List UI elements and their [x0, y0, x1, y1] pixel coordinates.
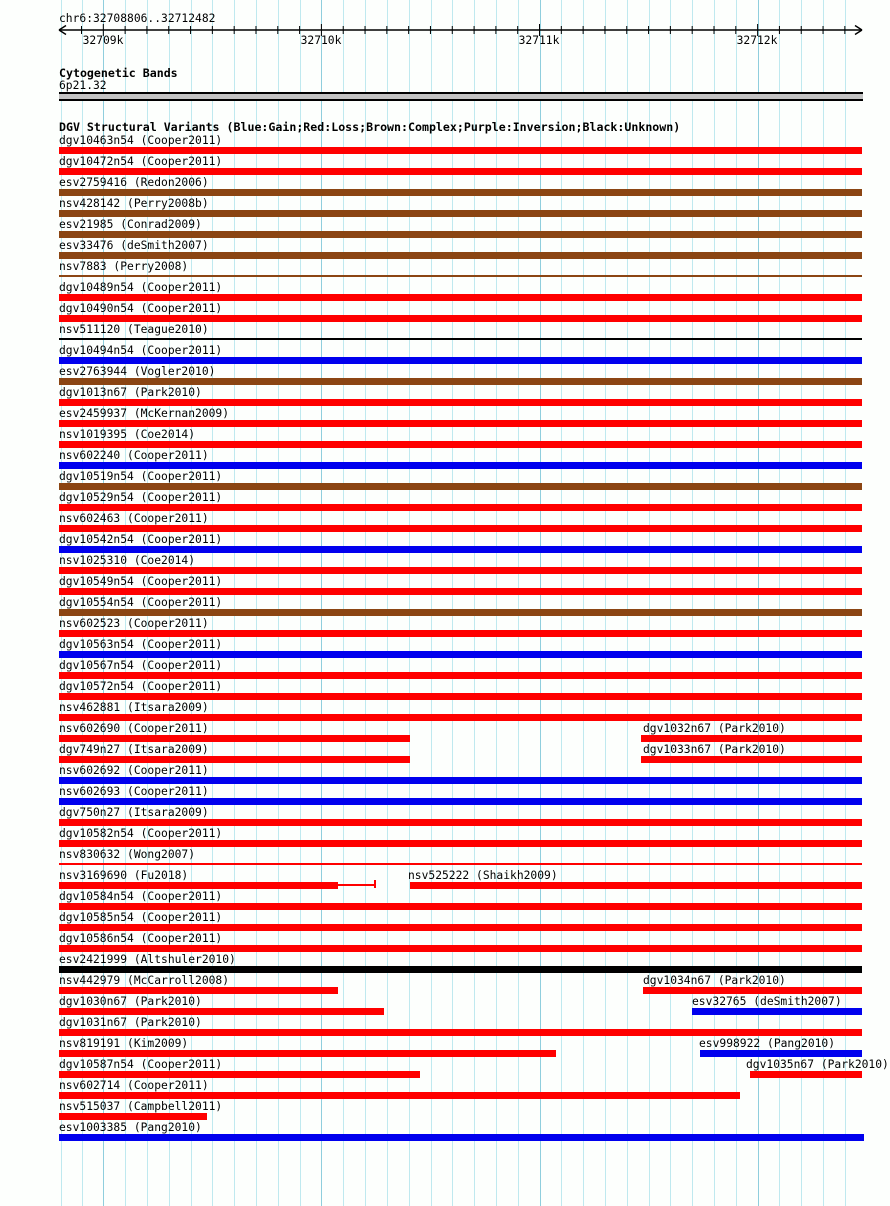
- variant-bar[interactable]: [59, 1008, 384, 1015]
- variant-bar[interactable]: [59, 630, 862, 637]
- variant-label[interactable]: dgv10494n54 (Cooper2011): [59, 344, 223, 357]
- variant-label[interactable]: dgv1033n67 (Park2010): [643, 743, 786, 756]
- variant-label[interactable]: esv33476 (deSmith2007): [59, 239, 209, 252]
- variant-whisker-tick[interactable]: [374, 880, 376, 888]
- variant-label[interactable]: nsv602692 (Cooper2011): [59, 764, 209, 777]
- variant-bar[interactable]: [59, 819, 862, 826]
- variant-label[interactable]: dgv10567n54 (Cooper2011): [59, 659, 223, 672]
- cytoband-bar[interactable]: [59, 92, 863, 101]
- variant-bar[interactable]: [59, 1071, 420, 1078]
- variant-label[interactable]: dgv10542n54 (Cooper2011): [59, 533, 223, 546]
- variant-bar[interactable]: [59, 924, 862, 931]
- variant-bar[interactable]: [59, 399, 862, 406]
- variant-bar[interactable]: [59, 882, 338, 889]
- variant-label[interactable]: esv32765 (deSmith2007): [692, 995, 842, 1008]
- variant-bar[interactable]: [59, 1113, 207, 1120]
- gridline-minor: [343, 0, 344, 1206]
- variant-label[interactable]: dgv1030n67 (Park2010): [59, 995, 202, 1008]
- variant-label[interactable]: dgv10463n54 (Cooper2011): [59, 134, 223, 147]
- gridline-minor: [431, 0, 432, 1206]
- variant-bar[interactable]: [59, 378, 862, 385]
- variant-bar[interactable]: [59, 903, 862, 910]
- variant-bar[interactable]: [59, 462, 862, 469]
- variant-label[interactable]: nsv819191 (Kim2009): [59, 1037, 189, 1050]
- variant-bar[interactable]: [59, 756, 410, 763]
- gridline-major: [540, 0, 541, 1206]
- track-title-dgv-structural-variants: DGV Structural Variants (Blue:Gain;Red:Loss;Brown:Complex;Purple:Inversion;Black:Unknown): [59, 120, 681, 134]
- gridline-minor: [692, 0, 693, 1206]
- variant-label[interactable]: nsv602690 (Cooper2011): [59, 722, 209, 735]
- variant-label[interactable]: dgv10563n54 (Cooper2011): [59, 638, 223, 651]
- variant-bar[interactable]: [59, 714, 862, 721]
- gridline-minor: [387, 0, 388, 1206]
- gridline-minor: [496, 0, 497, 1206]
- gridline-minor: [561, 0, 562, 1206]
- variant-label[interactable]: dgv750n27 (Itsara2009): [59, 806, 209, 819]
- gridline-minor: [627, 0, 628, 1206]
- gridline-minor: [714, 0, 715, 1206]
- variant-label[interactable]: dgv10585n54 (Cooper2011): [59, 911, 223, 924]
- ruler-tick-label: 32709k: [82, 34, 124, 47]
- variant-bar[interactable]: [59, 966, 862, 973]
- variant-bar[interactable]: [643, 987, 862, 994]
- gridline-minor: [409, 0, 410, 1206]
- variant-label[interactable]: nsv515037 (Campbell2011): [59, 1100, 223, 1113]
- variant-label[interactable]: nsv462881 (Itsara2009): [59, 701, 209, 714]
- variant-bar[interactable]: [59, 294, 862, 301]
- variant-label[interactable]: esv2759416 (Redon2006): [59, 176, 209, 189]
- variant-bar[interactable]: [59, 525, 862, 532]
- variant-bar[interactable]: [59, 357, 862, 364]
- gridline-minor: [300, 0, 301, 1206]
- variant-line-bar[interactable]: [59, 863, 862, 865]
- variant-label[interactable]: nsv602463 (Cooper2011): [59, 512, 209, 525]
- variant-label[interactable]: dgv10582n54 (Cooper2011): [59, 827, 223, 840]
- variant-bar[interactable]: [59, 777, 862, 784]
- variant-bar[interactable]: [59, 441, 862, 448]
- variant-bar[interactable]: [59, 987, 338, 994]
- gridline-minor: [823, 0, 824, 1206]
- variant-label[interactable]: nsv602693 (Cooper2011): [59, 785, 209, 798]
- variant-label[interactable]: dgv10584n54 (Cooper2011): [59, 890, 223, 903]
- cytoband-label: 6p21.32: [59, 79, 107, 92]
- variant-label[interactable]: dgv10529n54 (Cooper2011): [59, 491, 223, 504]
- variant-label[interactable]: dgv10572n54 (Cooper2011): [59, 680, 223, 693]
- variant-bar[interactable]: [59, 483, 862, 490]
- variant-bar[interactable]: [59, 1050, 556, 1057]
- variant-bar[interactable]: [59, 147, 862, 154]
- variant-bar[interactable]: [59, 1029, 862, 1036]
- variant-label[interactable]: dgv749n27 (Itsara2009): [59, 743, 209, 756]
- variant-bar[interactable]: [59, 1092, 740, 1099]
- variant-label[interactable]: dgv10549n54 (Cooper2011): [59, 575, 223, 588]
- gridline-minor: [801, 0, 802, 1206]
- variant-label[interactable]: dgv1034n67 (Park2010): [643, 974, 786, 987]
- gridline-minor: [605, 0, 606, 1206]
- variant-bar[interactable]: [59, 945, 862, 952]
- variant-label[interactable]: nsv1019395 (Coe2014): [59, 428, 196, 441]
- variant-bar[interactable]: [750, 1071, 862, 1078]
- gridline-minor: [736, 0, 737, 1206]
- variant-line-bar[interactable]: [59, 338, 862, 340]
- variant-bar[interactable]: [59, 798, 862, 805]
- variant-label[interactable]: nsv602523 (Cooper2011): [59, 617, 209, 630]
- variant-bar[interactable]: [59, 609, 862, 616]
- variant-bar[interactable]: [59, 420, 862, 427]
- variant-bar[interactable]: [59, 315, 862, 322]
- gridline-major: [321, 0, 322, 1206]
- variant-bar[interactable]: [641, 756, 862, 763]
- variant-bar[interactable]: [59, 651, 862, 658]
- variant-bar[interactable]: [700, 1050, 862, 1057]
- gridline-minor: [234, 0, 235, 1206]
- variant-label[interactable]: dgv10472n54 (Cooper2011): [59, 155, 223, 168]
- variant-bar[interactable]: [59, 546, 862, 553]
- gridline-minor: [518, 0, 519, 1206]
- gridline-minor: [670, 0, 671, 1206]
- variant-label[interactable]: nsv830632 (Wong2007): [59, 848, 196, 861]
- variant-label[interactable]: nsv7883 (Perry2008): [59, 260, 189, 273]
- variant-bar[interactable]: [59, 252, 862, 259]
- variant-label[interactable]: esv21985 (Conrad2009): [59, 218, 202, 231]
- variant-bar[interactable]: [59, 840, 862, 847]
- variant-label[interactable]: dgv10489n54 (Cooper2011): [59, 281, 223, 294]
- variant-bar[interactable]: [59, 735, 410, 742]
- gridline-minor: [256, 0, 257, 1206]
- variant-bar[interactable]: [59, 1134, 864, 1141]
- variant-bar[interactable]: [410, 882, 862, 889]
- variant-bar[interactable]: [59, 210, 862, 217]
- variant-label[interactable]: dgv10587n54 (Cooper2011): [59, 1058, 223, 1071]
- variant-bar[interactable]: [59, 504, 862, 511]
- variant-label[interactable]: nsv428142 (Perry2008b): [59, 197, 209, 210]
- gridline-minor: [583, 0, 584, 1206]
- variant-label[interactable]: dgv10554n54 (Cooper2011): [59, 596, 223, 609]
- variant-label[interactable]: dgv10490n54 (Cooper2011): [59, 302, 223, 315]
- ruler-tick-label: 32711k: [518, 34, 560, 47]
- variant-label[interactable]: dgv1031n67 (Park2010): [59, 1016, 202, 1029]
- gridline-minor: [474, 0, 475, 1206]
- variant-label[interactable]: esv2421999 (Altshuler2010): [59, 953, 236, 966]
- variant-bar[interactable]: [59, 588, 862, 595]
- variant-label[interactable]: nsv1025310 (Coe2014): [59, 554, 196, 567]
- variant-bar[interactable]: [59, 168, 862, 175]
- variant-bar[interactable]: [641, 735, 862, 742]
- variant-label[interactable]: nsv3169690 (Fu2018): [59, 869, 189, 882]
- ruler-tick-label: 32712k: [736, 34, 778, 47]
- variant-label[interactable]: nsv602714 (Cooper2011): [59, 1079, 209, 1092]
- variant-whisker-line[interactable]: [338, 884, 375, 886]
- variant-label[interactable]: nsv602240 (Cooper2011): [59, 449, 209, 462]
- variant-label[interactable]: dgv10519n54 (Cooper2011): [59, 470, 223, 483]
- variant-bar[interactable]: [59, 693, 862, 700]
- variant-label[interactable]: dgv1035n67 (Park2010): [746, 1058, 889, 1071]
- variant-line-bar[interactable]: [59, 275, 862, 277]
- variant-label[interactable]: dgv10586n54 (Cooper2011): [59, 932, 223, 945]
- variant-label[interactable]: esv1003385 (Pang2010): [59, 1121, 202, 1134]
- gridline-minor: [649, 0, 650, 1206]
- gridline-minor: [278, 0, 279, 1206]
- section-title-cytogenetic-bands: Cytogenetic Bands: [59, 66, 178, 80]
- gridline-minor: [452, 0, 453, 1206]
- gridline-major: [758, 0, 759, 1206]
- variant-label[interactable]: nsv511120 (Teague2010): [59, 323, 209, 336]
- variant-label[interactable]: esv998922 (Pang2010): [699, 1037, 836, 1050]
- ruler-tick-label: 32710k: [300, 34, 342, 47]
- variant-label[interactable]: dgv1013n67 (Park2010): [59, 386, 202, 399]
- variant-bar[interactable]: [59, 189, 862, 196]
- variant-bar[interactable]: [59, 672, 862, 679]
- variant-label[interactable]: dgv1032n67 (Park2010): [643, 722, 786, 735]
- variant-label[interactable]: nsv442979 (McCarroll2008): [59, 974, 230, 987]
- variant-label[interactable]: esv2763944 (Vogler2010): [59, 365, 216, 378]
- variant-bar[interactable]: [692, 1008, 862, 1015]
- variant-bar[interactable]: [59, 567, 862, 574]
- variant-label[interactable]: nsv525222 (Shaikh2009): [408, 869, 558, 882]
- gridline-minor: [365, 0, 366, 1206]
- gridline-minor: [779, 0, 780, 1206]
- variant-bar[interactable]: [59, 231, 862, 238]
- gridline-minor: [845, 0, 846, 1206]
- region-coordinates: chr6:32708806..32712482: [59, 12, 216, 25]
- variant-label[interactable]: esv2459937 (McKernan2009): [59, 407, 230, 420]
